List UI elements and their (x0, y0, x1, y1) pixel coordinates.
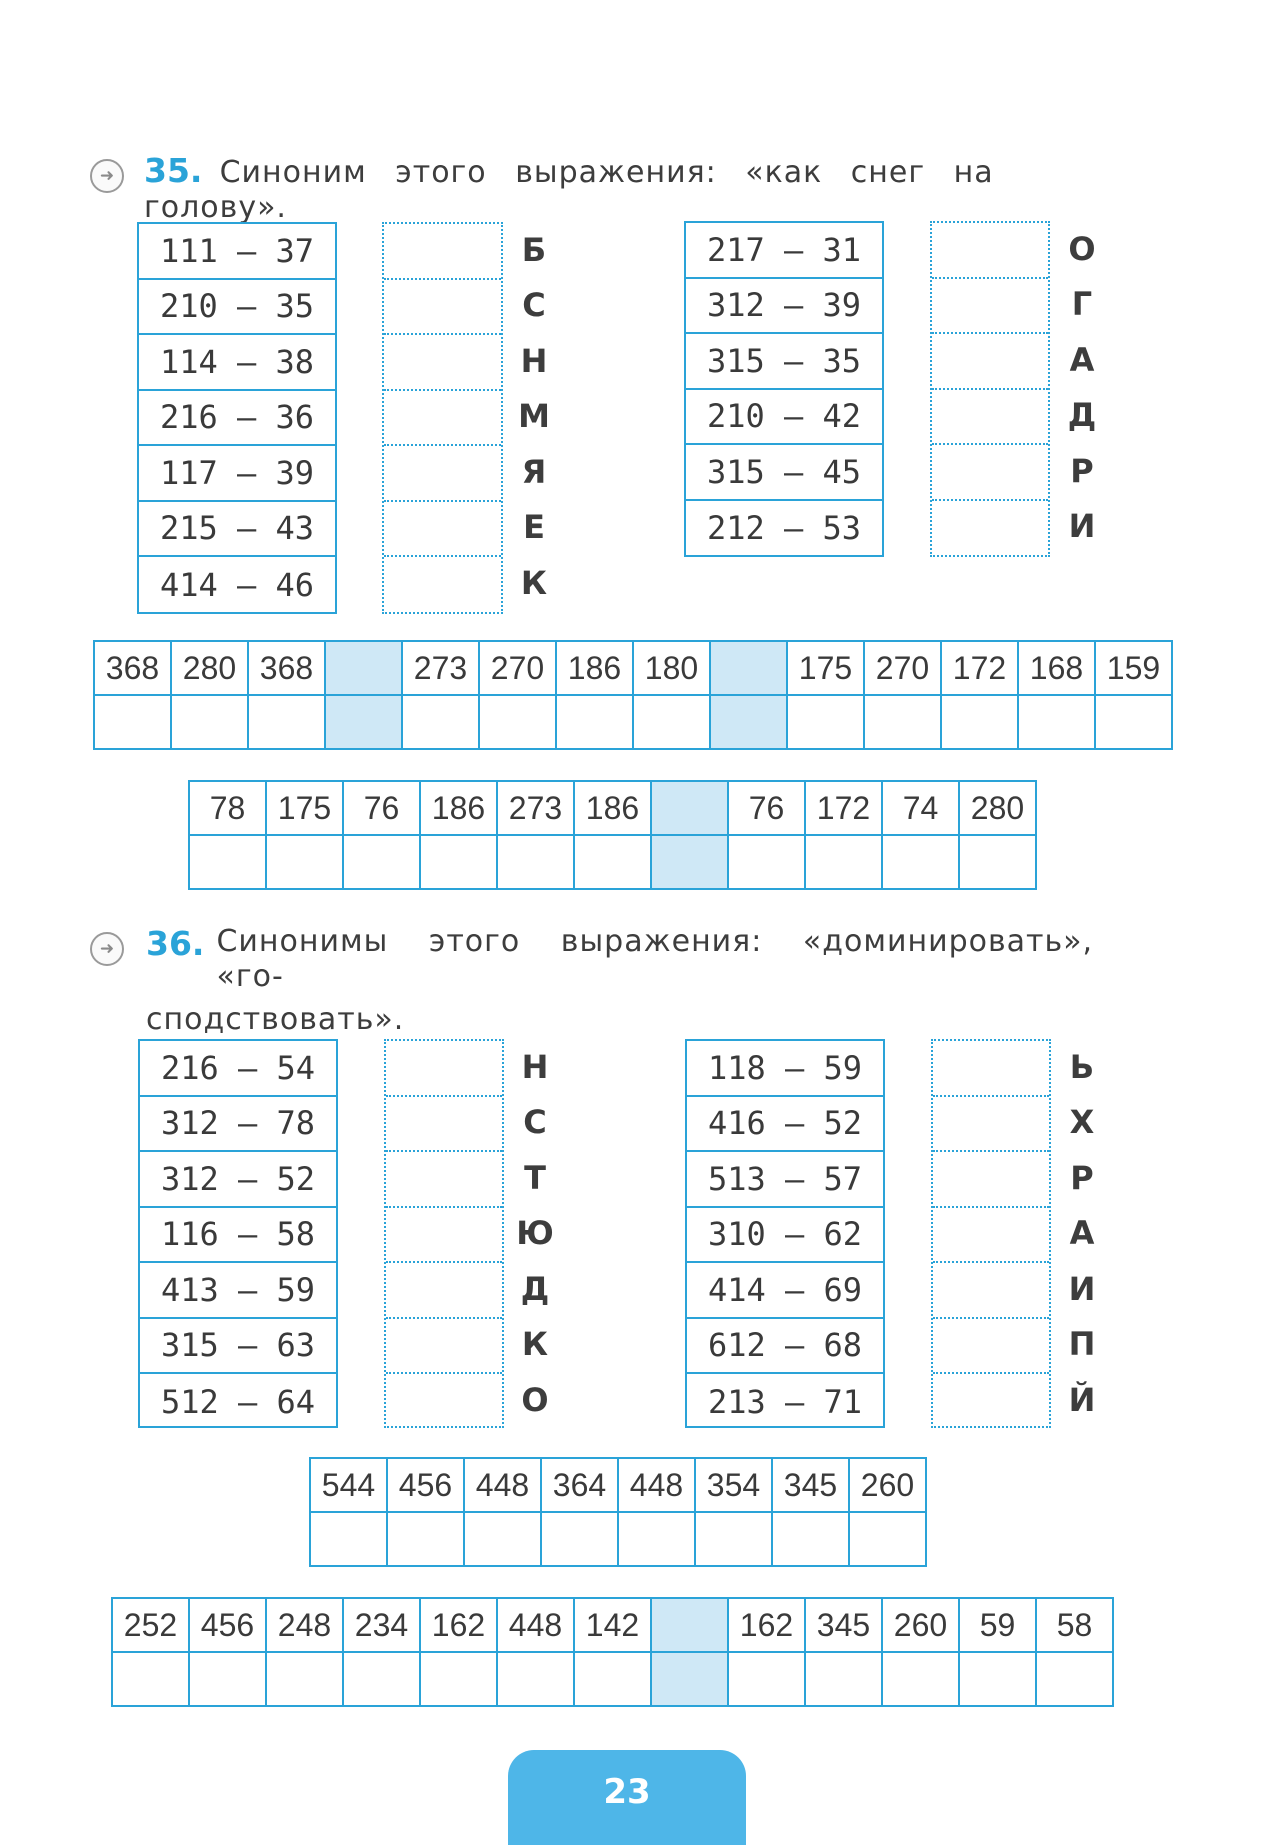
code-number-cell: 448 (497, 1598, 574, 1652)
task36-right-examples (685, 1039, 885, 1428)
answer-box[interactable] (386, 1041, 502, 1097)
word-gap-cell (325, 641, 402, 695)
code-letter: И (1068, 1269, 1096, 1308)
answer-box[interactable] (933, 1374, 1049, 1430)
answer-box[interactable] (933, 1152, 1049, 1208)
answer-box[interactable] (932, 223, 1048, 279)
example-row: 210 — 35 (139, 280, 335, 336)
code-number-cell: 280 (959, 781, 1036, 835)
code-letter: М (518, 397, 550, 436)
letter-answer-cell[interactable] (189, 1652, 266, 1706)
letter-answer-cell[interactable] (618, 1512, 695, 1566)
example-row: 315 — 45 (686, 445, 882, 501)
arrow-circle-icon: ➜ (90, 932, 124, 966)
task36-left-letters (515, 1039, 555, 1428)
answer-box[interactable] (933, 1097, 1049, 1153)
word-gap-cell (651, 781, 728, 835)
example-row: 118 — 59 (687, 1041, 883, 1097)
letter-answer-cell[interactable] (772, 1512, 849, 1566)
code-number-cell: 78 (189, 781, 266, 835)
code-number-cell: 368 (94, 641, 171, 695)
example-row: 114 — 38 (139, 335, 335, 391)
code-letter: Н (521, 1047, 549, 1086)
code-number-cell: 159 (1095, 641, 1172, 695)
code-number-cell: 248 (266, 1598, 343, 1652)
answer-box[interactable] (386, 1208, 502, 1264)
code-number-cell: 252 (112, 1598, 189, 1652)
letter-answer-cell[interactable] (343, 835, 420, 889)
task35-right-letters (1062, 221, 1102, 554)
letter-answer-cell[interactable] (882, 1652, 959, 1706)
answer-box[interactable] (932, 501, 1048, 557)
letter-answer-cell[interactable] (1095, 695, 1172, 749)
code-letter: Р (1070, 1158, 1094, 1197)
code-letter: Д (520, 1269, 550, 1308)
answer-box[interactable] (384, 502, 501, 558)
letter-answer-cell[interactable] (310, 1512, 387, 1566)
task36-right-letters (1062, 1039, 1102, 1428)
task36-text-line1: Синонимы этого выражения: «доминировать», «го- (216, 924, 1094, 994)
code-number-cell: 260 (882, 1598, 959, 1652)
letter-answer-cell[interactable] (574, 1652, 651, 1706)
code-letter: И (1068, 507, 1096, 546)
example-row: 310 — 62 (687, 1208, 883, 1264)
code-number-cell: 354 (695, 1458, 772, 1512)
task35-code-table-1 (93, 640, 1173, 750)
letter-answer-cell[interactable] (479, 695, 556, 749)
code-number-cell: 270 (479, 641, 556, 695)
answer-box[interactable] (384, 557, 501, 613)
answer-box[interactable] (386, 1374, 502, 1430)
letter-answer-cell[interactable] (248, 695, 325, 749)
letter-answer-cell[interactable] (1018, 695, 1095, 749)
code-number-cell: 270 (864, 641, 941, 695)
letter-answer-cell[interactable] (112, 1652, 189, 1706)
code-letter: Ю (516, 1214, 554, 1253)
example-row: 312 — 52 (140, 1152, 336, 1208)
word-gap-cell (325, 695, 402, 749)
word-gap-cell (710, 695, 787, 749)
task36-heading (146, 924, 1166, 1037)
code-number-cell: 162 (728, 1598, 805, 1652)
code-number-cell: 168 (1018, 641, 1095, 695)
code-number-cell: 280 (171, 641, 248, 695)
code-letter: Р (1070, 451, 1094, 490)
code-letter: Я (521, 452, 547, 491)
letter-answer-cell[interactable] (728, 835, 805, 889)
answer-box[interactable] (386, 1152, 502, 1208)
code-letter: А (1069, 1214, 1095, 1253)
task36-left-answers (384, 1039, 504, 1428)
example-row: 416 — 52 (687, 1097, 883, 1153)
code-number-cell: 186 (420, 781, 497, 835)
letter-answer-cell[interactable] (556, 695, 633, 749)
answer-box[interactable] (932, 334, 1048, 390)
task35-left-answers (382, 222, 503, 614)
answer-box[interactable] (384, 280, 501, 336)
letter-answer-cell[interactable] (189, 835, 266, 889)
code-number-cell: 180 (633, 641, 710, 695)
answer-box[interactable] (384, 224, 501, 280)
answer-box[interactable] (933, 1319, 1049, 1375)
code-number-cell: 74 (882, 781, 959, 835)
word-gap-cell (651, 1598, 728, 1652)
letter-answer-cell[interactable] (171, 695, 248, 749)
letter-answer-cell[interactable] (864, 695, 941, 749)
code-number-cell: 76 (343, 781, 420, 835)
code-letter: Г (1071, 285, 1093, 324)
letter-answer-cell[interactable] (695, 1512, 772, 1566)
answer-box[interactable] (933, 1208, 1049, 1264)
answer-box[interactable] (932, 279, 1048, 335)
answer-box[interactable] (384, 391, 501, 447)
arrow-circle-icon: ➜ (90, 159, 124, 193)
code-number-cell: 76 (728, 781, 805, 835)
example-row: 414 — 46 (159, 565, 315, 604)
code-letter: П (1068, 1325, 1096, 1364)
code-letter: О (521, 1380, 549, 1419)
answer-box[interactable] (386, 1263, 502, 1319)
task36-text-line2: сподствовать». (146, 1002, 405, 1037)
code-number-cell: 345 (772, 1458, 849, 1512)
task35-text: Синоним этого выражения: «как снег на голову». (144, 155, 994, 225)
letter-answer-cell[interactable] (541, 1512, 618, 1566)
letter-answer-cell[interactable] (941, 695, 1018, 749)
answer-box[interactable] (932, 445, 1048, 501)
word-gap-cell (651, 1652, 728, 1706)
answer-box[interactable] (933, 1263, 1049, 1319)
code-letter: Д (1067, 396, 1097, 435)
answer-box[interactable] (386, 1319, 502, 1375)
task35-left-examples (137, 222, 337, 614)
answer-box[interactable] (933, 1041, 1049, 1097)
code-letter: С (523, 1103, 547, 1142)
code-number-cell: 234 (343, 1598, 420, 1652)
example-row: 315 — 63 (140, 1319, 336, 1375)
code-number-cell: 273 (402, 641, 479, 695)
example-row: 513 — 57 (687, 1152, 883, 1208)
page-number: 23 (508, 1750, 746, 1845)
code-letter: О (1068, 229, 1096, 268)
example-row: 215 — 43 (139, 502, 335, 558)
code-letter: Е (523, 508, 545, 547)
task36-left-examples (138, 1039, 338, 1428)
example-row: 512 — 64 (160, 1382, 316, 1421)
code-number-cell: 345 (805, 1598, 882, 1652)
example-row: 312 — 39 (686, 279, 882, 335)
task35-left-letters (514, 222, 554, 611)
example-row: 217 — 31 (686, 223, 882, 279)
word-gap-cell (651, 835, 728, 889)
letter-answer-cell[interactable] (805, 1652, 882, 1706)
letter-answer-cell[interactable] (959, 1652, 1036, 1706)
code-letter: С (522, 286, 546, 325)
code-number-cell: 142 (574, 1598, 651, 1652)
example-row: 315 — 35 (686, 334, 882, 390)
task35-right-answers (930, 221, 1050, 557)
letter-answer-cell[interactable] (420, 835, 497, 889)
letter-answer-cell[interactable] (633, 695, 710, 749)
code-number-cell: 175 (266, 781, 343, 835)
example-row: 116 — 58 (140, 1208, 336, 1264)
code-letter: А (1069, 340, 1095, 379)
code-number-cell: 58 (1036, 1598, 1113, 1652)
code-number-cell: 59 (959, 1598, 1036, 1652)
example-row: 312 — 78 (140, 1097, 336, 1153)
letter-answer-cell[interactable] (787, 695, 864, 749)
letter-answer-cell[interactable] (959, 835, 1036, 889)
example-row: 210 — 42 (686, 390, 882, 446)
code-letter: Й (1068, 1380, 1096, 1419)
code-number-cell: 186 (556, 641, 633, 695)
example-row: 213 — 71 (707, 1382, 863, 1421)
answer-box[interactable] (932, 390, 1048, 446)
code-number-cell: 186 (574, 781, 651, 835)
answer-box[interactable] (386, 1097, 502, 1153)
code-number-cell: 172 (941, 641, 1018, 695)
letter-answer-cell[interactable] (728, 1652, 805, 1706)
code-number-cell: 162 (420, 1598, 497, 1652)
code-number-cell: 273 (497, 781, 574, 835)
word-gap-cell (710, 641, 787, 695)
code-letter: Н (520, 341, 548, 380)
example-row: 413 — 59 (140, 1263, 336, 1319)
task36-code-table-1 (309, 1457, 927, 1567)
code-number-cell: 368 (248, 641, 325, 695)
code-number-cell: 448 (464, 1458, 541, 1512)
code-number-cell: 260 (849, 1458, 926, 1512)
letter-answer-cell[interactable] (497, 1652, 574, 1706)
code-number-cell: 544 (310, 1458, 387, 1512)
letter-answer-cell[interactable] (805, 835, 882, 889)
letter-answer-cell[interactable] (497, 835, 574, 889)
answer-box[interactable] (384, 335, 501, 391)
example-row: 216 — 36 (139, 391, 335, 447)
letter-answer-cell[interactable] (464, 1512, 541, 1566)
letter-answer-cell[interactable] (402, 695, 479, 749)
letter-answer-cell[interactable] (94, 695, 171, 749)
letter-answer-cell[interactable] (343, 1652, 420, 1706)
code-letter: К (521, 1325, 549, 1364)
answer-box[interactable] (384, 446, 501, 502)
example-row: 612 — 68 (687, 1319, 883, 1375)
task36-code-table-2 (111, 1597, 1114, 1707)
task35-right-examples (684, 221, 884, 557)
code-number-cell: 456 (387, 1458, 464, 1512)
letter-answer-cell[interactable] (882, 835, 959, 889)
task36-right-answers (931, 1039, 1051, 1428)
example-row: 117 — 39 (139, 446, 335, 502)
letter-answer-cell[interactable] (266, 835, 343, 889)
example-row: 216 — 54 (140, 1041, 336, 1097)
code-number-cell: 364 (541, 1458, 618, 1512)
example-row: 111 — 37 (139, 224, 335, 280)
letter-answer-cell[interactable] (420, 1652, 497, 1706)
task35-number: 35. (144, 151, 203, 190)
letter-answer-cell[interactable] (266, 1652, 343, 1706)
example-row: 414 — 69 (687, 1263, 883, 1319)
code-letter: Т (524, 1158, 546, 1197)
letter-answer-cell[interactable] (574, 835, 651, 889)
task35-heading (144, 151, 1144, 225)
task35-code-table-2 (188, 780, 1037, 890)
letter-answer-cell[interactable] (1036, 1652, 1113, 1706)
code-number-cell: 448 (618, 1458, 695, 1512)
code-number-cell: 172 (805, 781, 882, 835)
code-letter: Х (1069, 1103, 1095, 1142)
letter-answer-cell[interactable] (387, 1512, 464, 1566)
code-number-cell: 456 (189, 1598, 266, 1652)
example-row: 212 — 53 (706, 509, 862, 548)
code-letter: Б (521, 230, 547, 269)
task36-number: 36. (146, 924, 205, 963)
code-number-cell: 175 (787, 641, 864, 695)
code-letter: Ь (1069, 1047, 1095, 1086)
letter-answer-cell[interactable] (849, 1512, 926, 1566)
code-letter: К (520, 563, 548, 602)
